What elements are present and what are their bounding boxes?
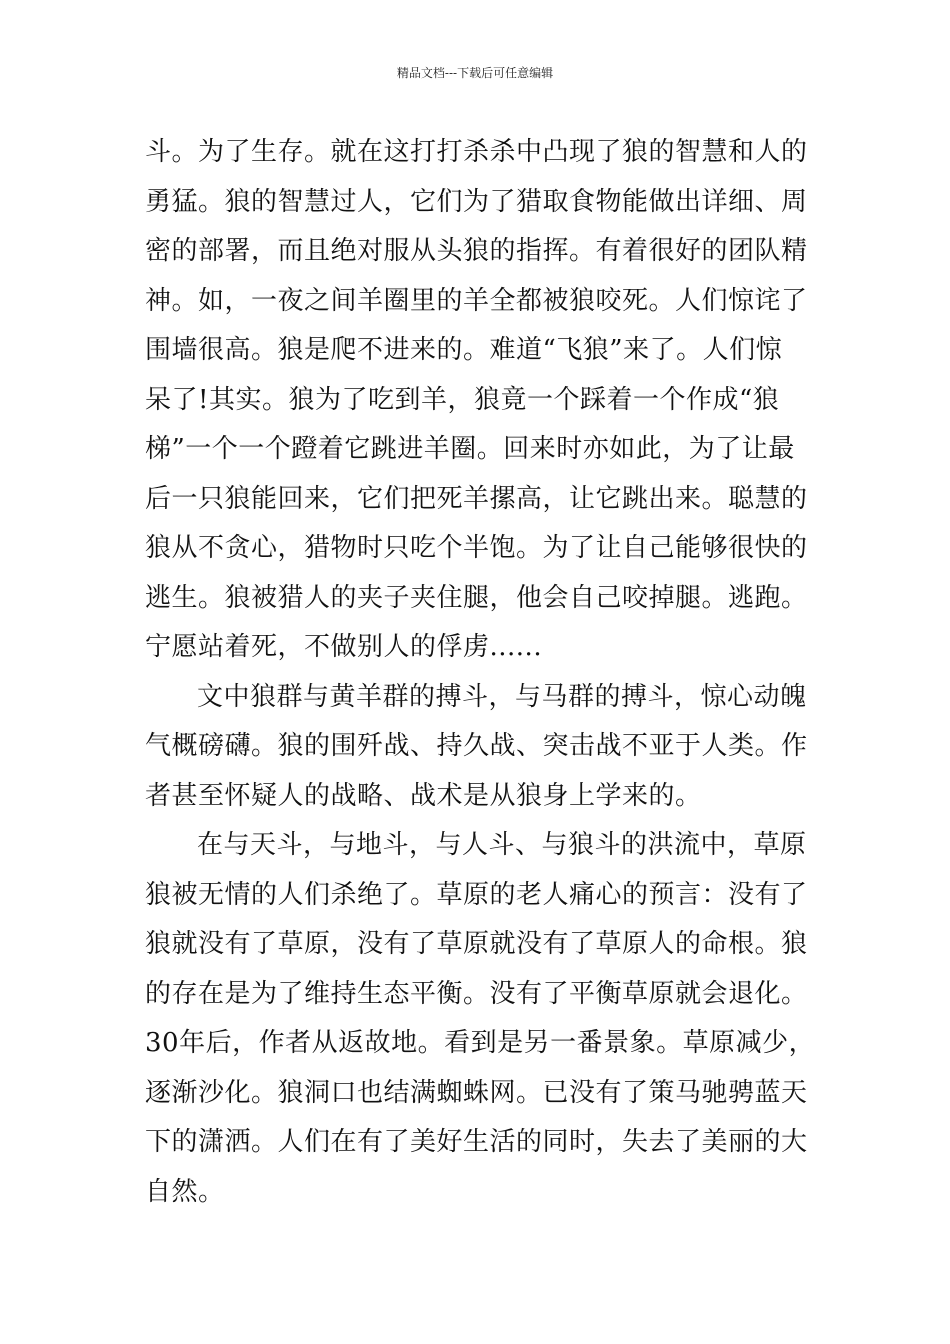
text-line: 狼被无情的人们杀绝了。草原的老人痛心的预言：没有了 — [145, 879, 808, 910]
text-line: 神。如，一夜之间羊圈里的羊全都被狼咬死。人们惊诧了 — [145, 285, 808, 316]
text-line: 气概磅礴。狼的围歼战、持久战、突击战不亚于人类。作 — [145, 731, 808, 761]
text-line: 30年后，作者从返故地。看到是另一番景象。草原减少， — [145, 1028, 816, 1058]
text-line: 下的潇洒。人们在有了美好生活的同时，失去了美丽的大 — [145, 1127, 808, 1157]
document-body — [145, 128, 845, 1217]
text-line: 密的部署，而且绝对服从头狼的指挥。有着很好的团队精 — [145, 236, 808, 266]
text-line: 狼从不贪心，猎物时只吃个半饱。为了让自己能够很快的 — [145, 533, 808, 563]
text-line: 围墙很高。狼是爬不进来的。难道“飞狼”来了。人们惊 — [145, 335, 783, 365]
text-line: 勇猛。狼的智慧过人，它们为了猎取食物能做出详细、周 — [145, 186, 808, 217]
page-header: 精品文档---下载后可任意编辑 — [396, 66, 554, 80]
text-line: 后一只狼能回来，它们把死羊摞高，让它跳出来。聪慧的 — [145, 483, 808, 514]
text-line: 逐渐沙化。狼洞口也结满蜘蛛网。已没有了策马驰骋蓝天 — [145, 1077, 808, 1108]
text-line: 的存在是为了维持生态平衡。没有了平衡草原就会退化。 — [145, 978, 808, 1009]
text-line: 逃生。狼被猎人的夹子夹住腿，他会自己咬掉腿。逃跑。 — [145, 582, 808, 613]
text-line: 狼就没有了草原，没有了草原就没有了草原人的命根。狼 — [145, 929, 808, 959]
text-line: 文中狼群与黄羊群的搏斗，与马群的搏斗，惊心动魄 — [197, 681, 807, 712]
text-line: 呆了!其实。狼为了吃到羊，狼竟一个踩着一个作成“狼 — [145, 384, 780, 415]
text-line: 者甚至怀疑人的战略、战术是从狼身上学来的。 — [145, 780, 702, 811]
text-line: 宁愿站着死，不做别人的俘虏...... — [145, 632, 543, 662]
text-line: 斗。为了生存。就在这打打杀杀中凸现了狼的智慧和人的 — [145, 137, 808, 167]
text-line: 在与天斗，与地斗，与人斗、与狼斗的洪流中，草原 — [197, 830, 807, 860]
text-line: 自然。 — [145, 1176, 225, 1207]
text-line: 梯”一个一个蹬着它跳进羊圈。回来时亦如此，为了让最 — [145, 434, 795, 464]
